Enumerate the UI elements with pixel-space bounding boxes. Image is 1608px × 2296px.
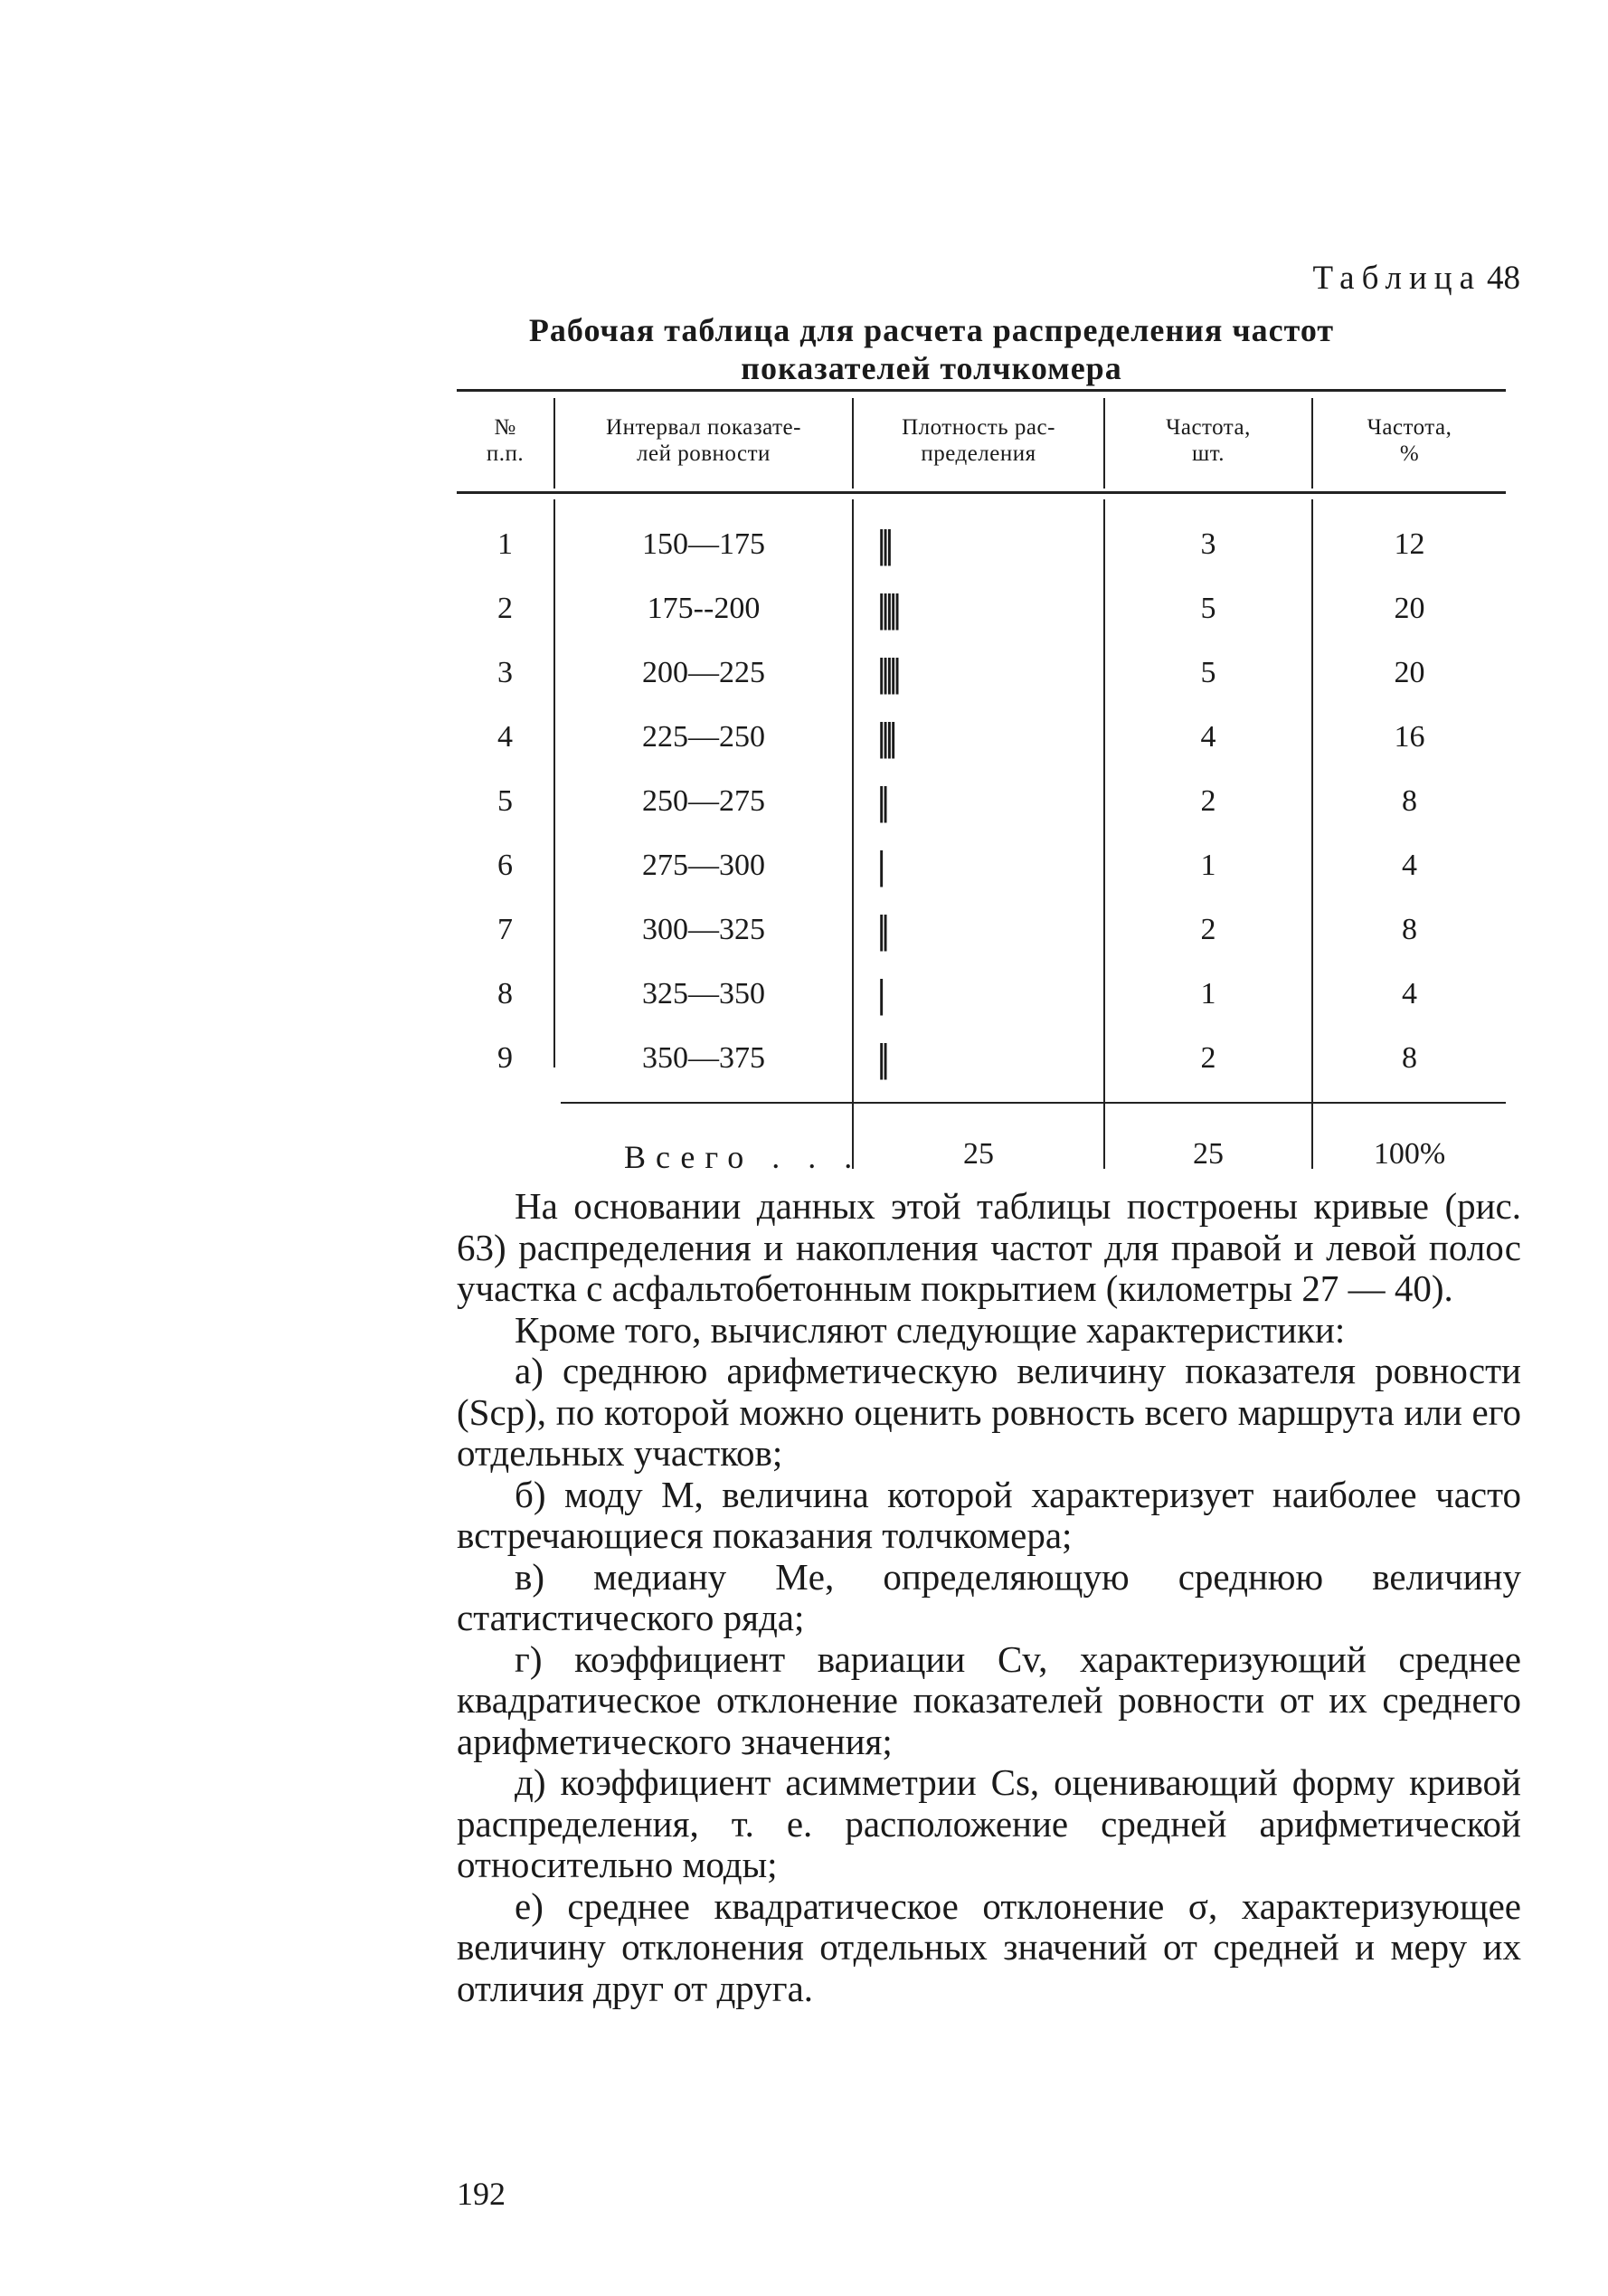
header-bottom-rule (457, 491, 1506, 494)
paragraph-1: На основании данных этой таблицы построены кривые (рис. 63) распределения и накопления частот для правой и левой полос участка с асфальтобетонным покрытием (километры 27 — 40). (457, 1185, 1521, 1309)
header-frequency-percent: Частота, % (1367, 415, 1452, 466)
row-5-percent: 8 (1402, 784, 1417, 818)
total-label: Всего . . . (624, 1139, 863, 1175)
paragraph-4: б) моду M, величина которой характеризует наиболее часто встречающиеся показания толчкомера; (457, 1473, 1521, 1556)
row-7-number: 7 (497, 913, 513, 946)
header-interval: Интервал показате- лей ровности (606, 415, 801, 466)
row-7-tally: || (877, 906, 885, 952)
table-title (457, 311, 1406, 387)
table-label (1313, 259, 1521, 298)
row-8-count: 1 (1200, 977, 1216, 1010)
row-5-count: 2 (1200, 784, 1216, 818)
row-8-tally: | (877, 971, 882, 1016)
paragraph-7: д) коэффициент асимметрии Cs, оценивающий форму кривой распределения, т. е. расположение средней арифметической относительно моды; (457, 1761, 1521, 1885)
row-9-count: 2 (1200, 1041, 1216, 1075)
row-1-count: 3 (1200, 527, 1216, 561)
total-top-rule (561, 1102, 1506, 1104)
row-2-number: 2 (497, 592, 513, 625)
row-7-count: 2 (1200, 913, 1216, 946)
row-1-percent: 12 (1394, 527, 1425, 561)
col-divider-2-body (852, 499, 854, 1169)
row-4-percent: 16 (1394, 720, 1425, 754)
row-1-interval: 150—175 (642, 527, 765, 561)
row-2-percent: 20 (1394, 592, 1425, 625)
row-5-number: 5 (497, 784, 513, 818)
table-title-line-2: показателей толчкомера (741, 350, 1122, 386)
row-4-tally: |||| (877, 714, 894, 759)
row-4-count: 4 (1200, 720, 1216, 754)
row-1-tally: ||| (877, 521, 890, 566)
row-5-tally: || (877, 778, 885, 823)
total-percent: 100% (1373, 1137, 1446, 1171)
table-title-line-1: Рабочая таблица для расчета распределения частот (528, 312, 1335, 348)
row-6-percent: 4 (1402, 849, 1417, 882)
row-9-percent: 8 (1402, 1041, 1417, 1075)
paragraph-8: е) среднее квадратическое отклонение σ, характеризующее величину отклонения отдельных значений от средней и меру их отличия друг от друга. (457, 1884, 1521, 2009)
row-6-interval: 275—300 (642, 849, 765, 882)
row-8-percent: 4 (1402, 977, 1417, 1010)
total-density: 25 (963, 1137, 994, 1171)
table-label-word: Таблица (1312, 260, 1481, 297)
row-1-number: 1 (497, 527, 513, 561)
row-6-number: 6 (497, 849, 513, 882)
paragraph-2: Кроме того, вычисляют следующие характеристики: (515, 1308, 1346, 1351)
row-5-interval: 250—275 (642, 784, 765, 818)
total-count: 25 (1193, 1137, 1224, 1171)
row-4-number: 4 (497, 720, 513, 754)
row-9-interval: 350—375 (642, 1041, 765, 1075)
row-3-number: 3 (497, 656, 513, 689)
row-2-interval: 175--200 (647, 592, 761, 625)
table-label-number: 48 (1487, 260, 1520, 297)
table-top-rule (457, 389, 1506, 392)
row-3-percent: 20 (1394, 656, 1425, 689)
paragraph-6: г) коэффициент вариации Cv, характеризующий среднее квадратическое отклонение показателей ровности от их среднего арифметического значения; (457, 1637, 1521, 1762)
header-density: Плотность рас- пределения (902, 415, 1055, 466)
row-3-interval: 200—225 (642, 656, 765, 689)
row-2-tally: ||||| (877, 585, 897, 631)
row-6-count: 1 (1200, 849, 1216, 882)
row-8-interval: 325—350 (642, 977, 765, 1010)
body-text (457, 1186, 1521, 2009)
header-frequency-count: Частота, шт. (1166, 415, 1251, 466)
row-2-count: 5 (1200, 592, 1216, 625)
row-7-percent: 8 (1402, 913, 1417, 946)
row-9-tally: || (877, 1035, 885, 1080)
paragraph-5: в) медиану Me, определяющую среднюю величину статистического ряда; (457, 1555, 1521, 1638)
row-9-number: 9 (497, 1041, 513, 1075)
row-6-tally: | (877, 842, 882, 887)
row-3-count: 5 (1200, 656, 1216, 689)
page-number: 192 (457, 2176, 506, 2212)
header-number: № п.п. (486, 415, 525, 466)
row-3-tally: ||||| (877, 650, 897, 695)
row-4-interval: 225—250 (642, 720, 765, 754)
row-8-number: 8 (497, 977, 513, 1010)
row-7-interval: 300—325 (642, 913, 765, 946)
paragraph-3: а) среднюю арифметическую величину показателя ровности (Sср), по которой можно оценить ровность всего маршрута или его отдельных участков; (457, 1350, 1521, 1474)
